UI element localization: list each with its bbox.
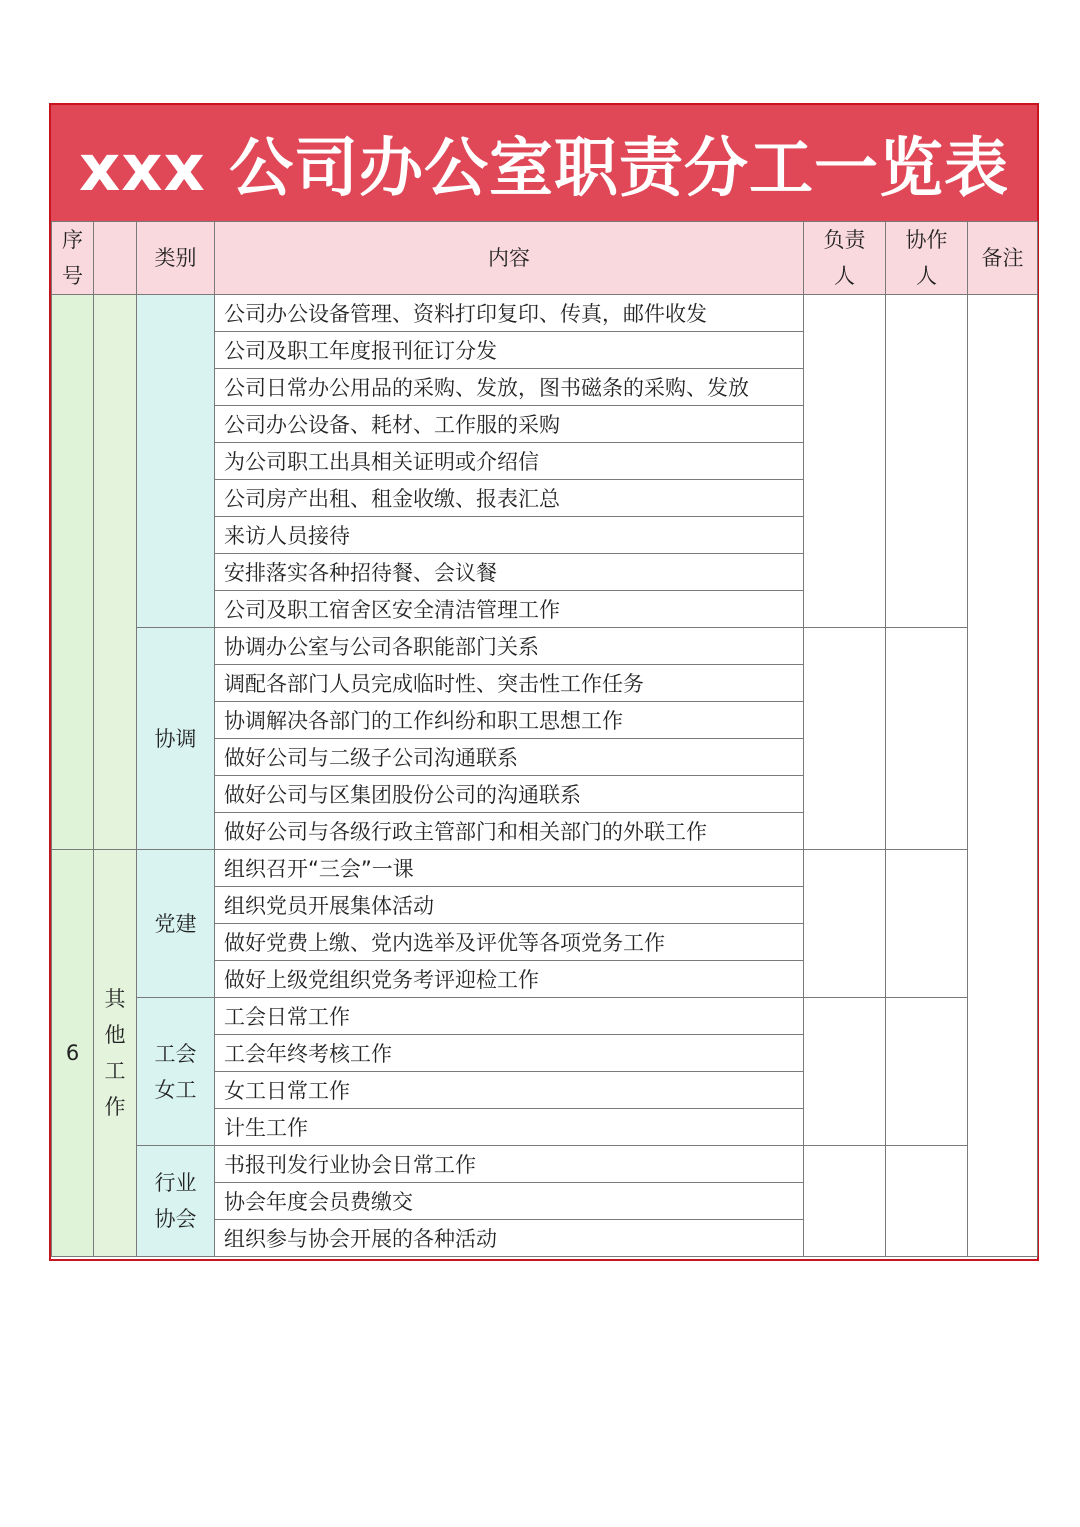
content-cell: 协调办公室与公司各职能部门关系 <box>215 628 804 665</box>
content-cell: 书报刊发行业协会日常工作 <box>215 1146 804 1183</box>
table-header-row <box>52 222 1038 295</box>
owner-cell[interactable] <box>804 1146 886 1257</box>
content-cell: 做好党费上缴、党内选举及评优等各项党务工作 <box>215 924 804 961</box>
table-row <box>52 1146 1038 1183</box>
content-cell: 公司及职工年度报刊征订分发 <box>215 332 804 369</box>
content-cell: 组织党员开展集体活动 <box>215 887 804 924</box>
header-seq: 序号 <box>52 222 94 295</box>
category-label: 其他工作 <box>104 987 126 1119</box>
assistant-cell[interactable] <box>886 1146 968 1257</box>
content-cell: 调配各部门人员完成临时性、突击性工作任务 <box>215 665 804 702</box>
table-row <box>52 850 1038 887</box>
owner-cell[interactable] <box>804 850 886 998</box>
duty-table <box>51 221 1038 1257</box>
content-cell: 公司房产出租、租金收缴、报表汇总 <box>215 480 804 517</box>
content-cell: 公司办公设备管理、资料打印复印、传真，邮件收发 <box>215 295 804 332</box>
content-cell: 组织参与协会开展的各种活动 <box>215 1220 804 1257</box>
assistant-cell[interactable] <box>886 850 968 998</box>
content-cell: 安排落实各种招待餐、会议餐 <box>215 554 804 591</box>
subcategory-cell <box>137 628 215 850</box>
owner-cell[interactable] <box>804 295 886 628</box>
content-cell: 计生工作 <box>215 1109 804 1146</box>
owner-cell[interactable] <box>804 998 886 1146</box>
content-cell: 做好公司与区集团股份公司的沟通联系 <box>215 776 804 813</box>
header-category <box>94 222 137 295</box>
category-cell <box>94 295 137 850</box>
content-cell: 来访人员接待 <box>215 517 804 554</box>
content-cell: 女工日常工作 <box>215 1072 804 1109</box>
content-cell: 协会年度会员费缴交 <box>215 1183 804 1220</box>
content-cell: 组织召开“三会”一课 <box>215 850 804 887</box>
content-cell: 工会年终考核工作 <box>215 1035 804 1072</box>
table-row <box>52 295 1038 332</box>
header-subcategory: 类别 <box>137 222 215 295</box>
subcategory-cell <box>137 850 215 998</box>
table-body <box>52 295 1038 1257</box>
header-content: 内容 <box>215 222 804 295</box>
table-row <box>52 998 1038 1035</box>
subcategory-label: 行业协会 <box>154 1171 197 1231</box>
content-cell: 做好公司与各级行政主管部门和相关部门的外联工作 <box>215 813 804 850</box>
content-cell: 公司日常办公用品的采购、发放，图书磁条的采购、发放 <box>215 369 804 406</box>
subcategory-cell <box>137 1146 215 1257</box>
content-cell: 为公司职工出具相关证明或介绍信 <box>215 443 804 480</box>
content-cell: 公司及职工宿舍区安全清洁管理工作 <box>215 591 804 628</box>
seq-cell <box>52 295 94 850</box>
header-assistant: 协作人 <box>886 222 968 295</box>
subcategory-cell <box>137 998 215 1146</box>
owner-cell[interactable] <box>804 628 886 850</box>
content-cell: 做好上级党组织党务考评迎检工作 <box>215 961 804 998</box>
subcategory-cell <box>137 295 215 628</box>
category-cell <box>94 850 137 1257</box>
subcategory-label: 协调 <box>154 726 197 751</box>
subcategory-label: 工会女工 <box>154 1041 197 1102</box>
content-cell: 工会日常工作 <box>215 998 804 1035</box>
content-cell: 公司办公设备、耗材、工作服的采购 <box>215 406 804 443</box>
assistant-cell[interactable] <box>886 628 968 850</box>
content-cell: 做好公司与二级子公司沟通联系 <box>215 739 804 776</box>
header-owner: 负责人 <box>804 222 886 295</box>
page-title: xxx 公司办公室职责分工一览表 <box>51 105 1037 221</box>
table-row <box>52 628 1038 665</box>
assistant-cell[interactable] <box>886 295 968 628</box>
remarks-cell[interactable] <box>968 295 1038 1257</box>
seq-cell: 6 <box>52 850 94 1257</box>
duty-table-sheet <box>49 103 1039 1261</box>
assistant-cell[interactable] <box>886 998 968 1146</box>
content-cell: 协调解决各部门的工作纠纷和职工思想工作 <box>215 702 804 739</box>
header-remarks: 备注 <box>968 222 1038 295</box>
subcategory-label: 党建 <box>154 911 197 936</box>
